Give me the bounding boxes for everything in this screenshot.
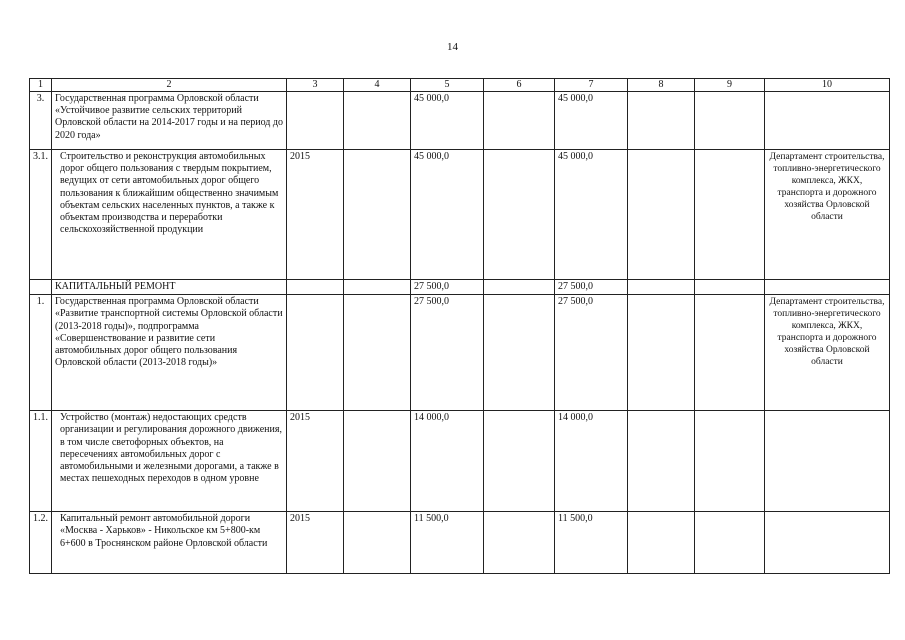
row-col5: 14 000,0 (411, 411, 484, 512)
row-number: 1.2. (30, 512, 52, 574)
row-col4 (344, 280, 411, 295)
row-col9 (695, 295, 765, 411)
row-col4 (344, 295, 411, 411)
row-col4 (344, 512, 411, 574)
row-number: 3. (30, 92, 52, 150)
header-cell: 10 (765, 79, 890, 92)
row-col6 (484, 92, 555, 150)
row-executor (765, 280, 890, 295)
row-col8 (628, 295, 695, 411)
row-number (30, 280, 52, 295)
row-col6 (484, 280, 555, 295)
row-name: Устройство (монтаж) недостающих средств организации и регулирования дорожного движения, в том числе светофорных объектов, на пересечениях автомобильных дорог с автомобильными и железными дорогами, а также в местах пешеходных переходов в одном уровне (52, 411, 287, 512)
row-col7: 27 500,0 (555, 280, 628, 295)
page-number: 14 (447, 41, 458, 53)
row-col5: 11 500,0 (411, 512, 484, 574)
row-executor (765, 92, 890, 150)
row-col4 (344, 411, 411, 512)
row-col9 (695, 280, 765, 295)
table-row (30, 512, 890, 574)
table-row (30, 411, 890, 512)
program-table (29, 78, 890, 574)
section-title: КАПИТАЛЬНЫЙ РЕМОНТ (52, 280, 287, 295)
header-cell: 6 (484, 79, 555, 92)
row-col6 (484, 150, 555, 280)
header-cell: 3 (287, 79, 344, 92)
row-col7: 27 500,0 (555, 295, 628, 411)
row-col8 (628, 92, 695, 150)
row-col8 (628, 150, 695, 280)
row-col9 (695, 92, 765, 150)
row-name: Государственная программа Орловской области «Развитие транспортной системы Орловской области (2013-2018 годы)», подпрограмма «Совершенствование и развитие сети автомобильных дорог общего пользования Орловской области (2013-2018 годы)» (52, 295, 287, 411)
row-col9 (695, 411, 765, 512)
row-col4 (344, 92, 411, 150)
table-row (30, 280, 890, 295)
row-col7: 11 500,0 (555, 512, 628, 574)
row-col6 (484, 411, 555, 512)
row-number: 1.1. (30, 411, 52, 512)
header-cell: 8 (628, 79, 695, 92)
header-cell: 7 (555, 79, 628, 92)
row-year (287, 92, 344, 150)
row-executor (765, 411, 890, 512)
header-row (30, 79, 890, 92)
row-col8 (628, 280, 695, 295)
row-col9 (695, 512, 765, 574)
row-col4 (344, 150, 411, 280)
row-year: 2015 (287, 512, 344, 574)
row-name: Государственная программа Орловской области «Устойчивое развитие сельских территорий Орловской области на 2014-2017 годы и на период до 2020 года» (52, 92, 287, 150)
header-cell: 1 (30, 79, 52, 92)
row-year (287, 280, 344, 295)
header-cell: 4 (344, 79, 411, 92)
table-row (30, 150, 890, 280)
row-col5: 45 000,0 (411, 150, 484, 280)
row-year (287, 295, 344, 411)
row-col5: 45 000,0 (411, 92, 484, 150)
row-col6 (484, 512, 555, 574)
header-cell: 5 (411, 79, 484, 92)
row-name: Капитальный ремонт автомобильной дороги «Москва - Харьков» - Никольское км 5+800-км 6+600 в Троснянском районе Орловской области (52, 512, 287, 574)
header-cell: 9 (695, 79, 765, 92)
table-row (30, 92, 890, 150)
row-col8 (628, 512, 695, 574)
row-name: Строительство и реконструкция автомобильных дорог общего пользования с твердым покрытием, ведущих от сети автомобильных дорог общего пользования к ближайшим общественно значимым объектам сельских населенных пунктов, а также к объектам производства и переработки сельскохозяйственной продукции (52, 150, 287, 280)
row-executor: Департамент строительства, топливно-энергетического комплекса, ЖКХ, транспорта и дорожного хозяйства Орловской области (765, 150, 890, 280)
header-cell: 2 (52, 79, 287, 92)
row-col5: 27 500,0 (411, 280, 484, 295)
row-number: 3.1. (30, 150, 52, 280)
row-col9 (695, 150, 765, 280)
row-col7: 45 000,0 (555, 92, 628, 150)
row-executor (765, 512, 890, 574)
row-year: 2015 (287, 411, 344, 512)
row-col7: 45 000,0 (555, 150, 628, 280)
row-col7: 14 000,0 (555, 411, 628, 512)
row-number: 1. (30, 295, 52, 411)
row-executor: Департамент строительства, топливно-энергетического комплекса, ЖКХ, транспорта и дорожного хозяйства Орловской области (765, 295, 890, 411)
row-year: 2015 (287, 150, 344, 280)
row-col6 (484, 295, 555, 411)
row-col8 (628, 411, 695, 512)
table-row (30, 295, 890, 411)
row-col5: 27 500,0 (411, 295, 484, 411)
